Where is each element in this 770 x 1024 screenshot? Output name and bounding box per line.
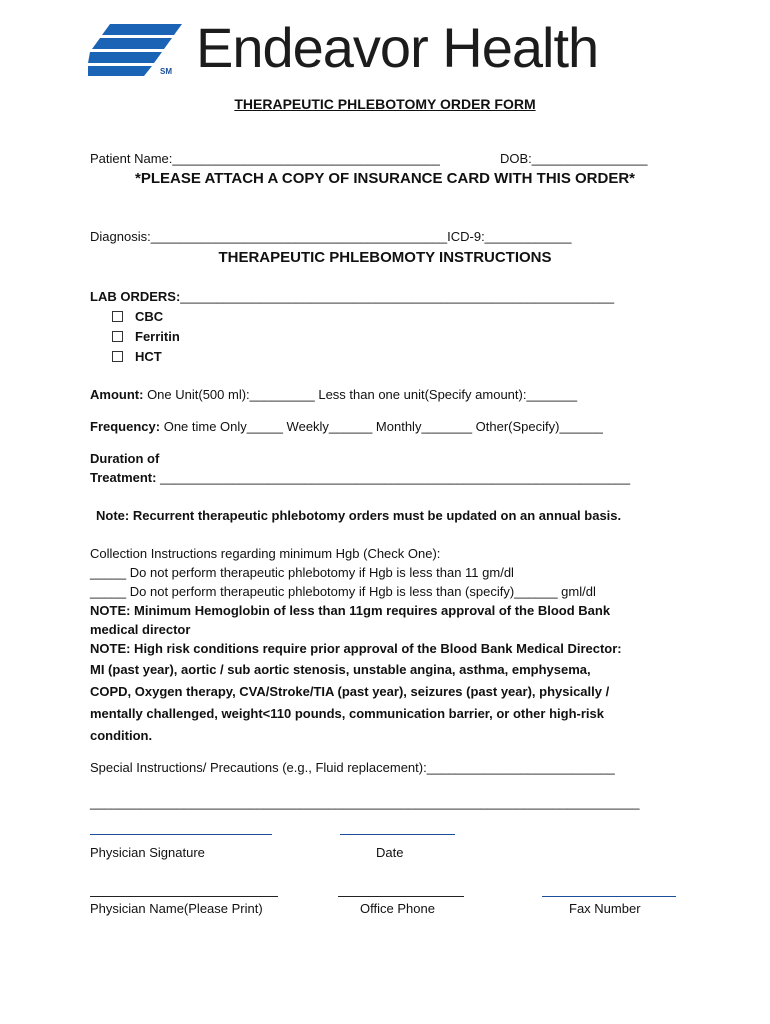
checkbox-icon[interactable] <box>112 331 123 342</box>
office-phone-label: Office Phone <box>360 901 435 916</box>
annual-note: Note: Recurrent therapeutic phlebotomy orders must be updated on an annual basis. <box>96 508 622 523</box>
patient-name-field[interactable]: Patient Name:_____________________________________ <box>90 151 440 166</box>
checkbox-icon[interactable] <box>112 351 123 362</box>
duration-line[interactable]: _________________________________________________________________ <box>160 470 631 485</box>
amount-label: Amount: <box>90 387 144 402</box>
insurance-note: *PLEASE ATTACH A COPY OF INSURANCE CARD WITH THIS ORDER* <box>134 170 636 187</box>
collection-intro: Collection Instructions regarding minimum Hgb (Check One): <box>90 546 441 561</box>
collection-option-2[interactable]: _____ Do not perform therapeutic phlebotomy if Hgb is less than (specify)______ gml/dl <box>90 584 596 599</box>
note-hemoglobin-1: NOTE: Minimum Hemoglobin of less than 11gm requires approval of the Blood Bank <box>90 603 611 618</box>
office-phone-line[interactable] <box>338 896 464 897</box>
duration-label-2: Treatment: <box>90 470 157 485</box>
frequency-label: Frequency: <box>90 419 161 434</box>
form-title: THERAPEUTIC PHLEBOTOMY ORDER FORM <box>234 96 536 112</box>
note-risk-4: mentally challenged, weight<110 pounds, communication barrier, or other high-risk <box>90 706 604 721</box>
lab-option-cbc[interactable]: CBC <box>112 309 163 325</box>
physician-name-line[interactable] <box>90 896 278 897</box>
physician-name-label: Physician Name(Please Print) <box>90 901 263 916</box>
lab-orders-line[interactable]: ____________________________________________________________ <box>180 289 615 304</box>
collection-option-1[interactable]: _____ Do not perform therapeutic phlebotomy if Hgb is less than 11 gm/dl <box>90 565 514 580</box>
lab-orders-label: LAB ORDERS: <box>90 289 181 304</box>
physician-signature-label: Physician Signature <box>90 845 205 860</box>
fax-number-line[interactable] <box>542 896 676 897</box>
checkbox-icon[interactable] <box>112 311 123 322</box>
duration-row <box>90 470 630 486</box>
date-label: Date <box>376 845 404 860</box>
note-hemoglobin-2: medical director <box>90 622 191 637</box>
amount-row <box>90 387 577 403</box>
note-risk-3: COPD, Oxygen therapy, CVA/Stroke/TIA (past year), seizures (past year), physically / <box>90 684 610 699</box>
note-risk-2: MI (past year), aortic / sub aortic stenosis, unstable angina, asthma, emphysema, <box>90 662 591 677</box>
special-instructions-line[interactable]: ____________________________________________________________________________ <box>90 795 640 810</box>
dob-field[interactable]: DOB:________________ <box>500 151 648 166</box>
fax-number-label: Fax Number <box>569 901 641 916</box>
frequency-fields[interactable]: One time Only_____ Weekly______ Monthly_______ Other(Specify)______ <box>163 419 603 434</box>
frequency-row <box>90 419 603 435</box>
date-line[interactable] <box>340 834 455 835</box>
note-risk-5: condition. <box>90 728 153 743</box>
diagnosis-field[interactable]: Diagnosis:_________________________________________ICD-9:____________ <box>90 229 572 244</box>
duration-label-1: Duration of <box>90 451 160 466</box>
physician-signature-line[interactable] <box>90 834 272 835</box>
lab-option-hct[interactable]: HCT <box>112 349 162 365</box>
lab-orders-row <box>90 289 614 305</box>
service-mark: SM <box>160 67 172 76</box>
note-risk-1: NOTE: High risk conditions require prior approval of the Blood Bank Medical Director: <box>90 641 622 656</box>
instructions-heading: THERAPEUTIC PHLEBOMOTY INSTRUCTIONS <box>218 249 552 266</box>
lab-option-ferritin[interactable]: Ferritin <box>112 329 180 345</box>
brand-name: Endeavor Health <box>196 16 599 79</box>
special-instructions-field[interactable]: Special Instructions/ Precautions (e.g., Fluid replacement):__________________________ <box>90 760 615 775</box>
amount-fields[interactable]: One Unit(500 ml):_________ Less than one unit(Specify amount):_______ <box>147 387 578 402</box>
